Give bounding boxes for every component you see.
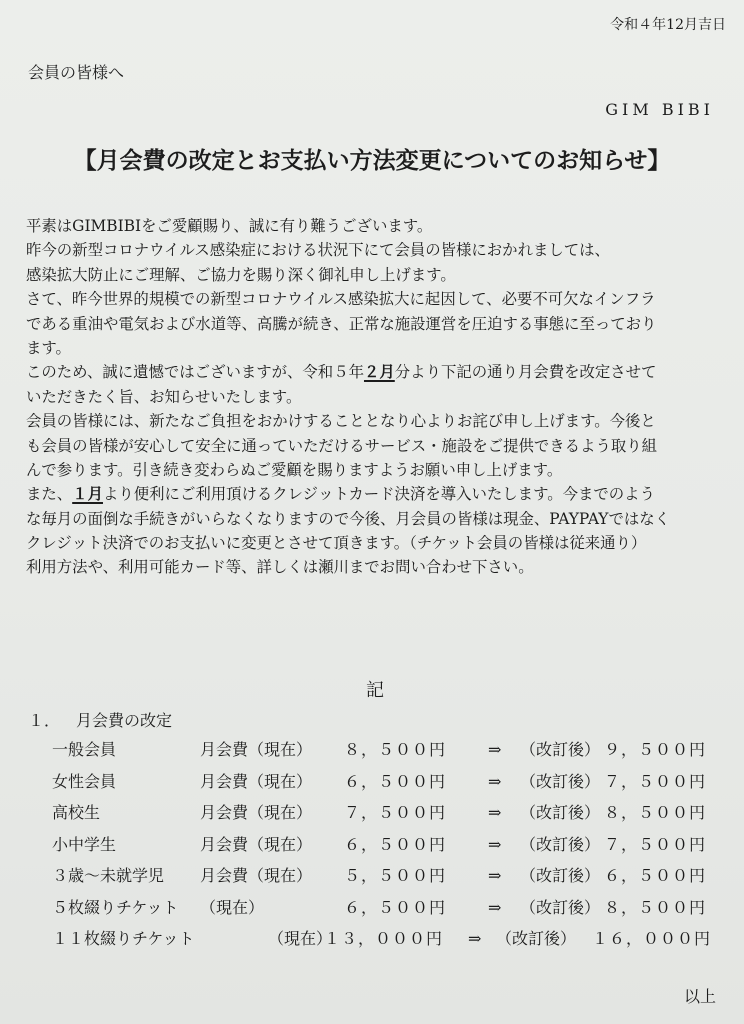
- underlined-month: １月: [72, 485, 103, 504]
- arrow-icon: ⇒: [468, 929, 482, 948]
- revised-fee: ７，５００円: [604, 771, 707, 791]
- current-fee-label: 月会費（現在）: [200, 834, 313, 854]
- current-fee-label: 月会費（現在）: [200, 866, 313, 885]
- underlined-month: ２月: [363, 363, 395, 382]
- current-fee-label: （現在）: [200, 897, 265, 917]
- revised-label: （改訂後）: [520, 771, 601, 791]
- ki-heading: 記: [366, 680, 384, 701]
- revised-label: （改訂後）: [520, 740, 601, 759]
- current-fee: １３，０００円: [324, 929, 444, 948]
- revised-label: （改訂後）: [496, 929, 577, 948]
- revised-fee: ９，５００円: [604, 740, 707, 759]
- addressee: 会員の皆様へ: [28, 63, 125, 82]
- membership-type: 女性会員: [52, 771, 117, 791]
- body-line: 利用方法や、利用可能カード等、詳しくは瀬川までお問い合わせ下さい。: [26, 558, 534, 577]
- revised-label: （改訂後）: [520, 897, 601, 917]
- current-fee-label: 月会費（現在）: [200, 740, 313, 759]
- membership-type: 高校生: [52, 803, 101, 822]
- revised-fee: ８，５００円: [604, 897, 707, 917]
- body-line: も会員の皆様が安心して安全に通っていただけるサービス・施設をご提供できるよう取り組: [26, 436, 658, 455]
- revised-fee: ７，５００円: [604, 834, 707, 854]
- notice-body: [26, 214, 726, 580]
- revised-fee: １６，０００円: [592, 929, 712, 948]
- fee-row: [52, 797, 732, 829]
- current-fee-label: （現在）: [268, 929, 333, 948]
- body-line: である重油や電気および水道等、高騰が続き、正常な施設運営を圧迫する事態に至っており: [26, 314, 657, 333]
- body-line: ます。: [26, 338, 71, 357]
- membership-type: １１枚綴りチケット: [52, 929, 195, 948]
- current-fee: ６，５００円: [344, 834, 447, 854]
- section-title: 月会費の改定: [76, 711, 173, 730]
- revised-label: （改訂後）: [520, 834, 601, 854]
- body-text: このため、誠に遺憾ではございますが、令和５年: [26, 363, 364, 382]
- fee-row: [52, 766, 732, 798]
- arrow-icon: ⇒: [488, 897, 502, 917]
- revised-fee: ６，５００円: [604, 866, 707, 885]
- revised-label: （改訂後）: [520, 866, 601, 885]
- body-line: 感染拡大防止にご理解、ご協力を賜り深く御礼申し上げます。: [26, 265, 456, 284]
- body-line: [26, 482, 726, 506]
- revised-fee: ８，５００円: [604, 803, 707, 822]
- body-line: 平素はGIMBIBIをご愛顧賜り、誠に有り難うございます。: [26, 217, 433, 235]
- current-fee: ５，５００円: [344, 866, 447, 885]
- body-text: 分より下記の通り月会費を改定させて: [394, 363, 657, 382]
- body-line: な毎月の面倒な手続きがいらなくなりますので今後、月会員の皆様は現金、PAYPAYではなく: [26, 509, 671, 528]
- sender-name: GIM BIBI: [605, 100, 714, 119]
- closing-mark: 以上: [683, 987, 716, 1006]
- body-line: クレジット決済でのお支払いに変更とさせて頂きます。（チケット会員の皆様は従来通り）: [26, 534, 647, 553]
- body-line: [26, 360, 726, 384]
- fee-row: [52, 892, 732, 924]
- arrow-icon: ⇒: [488, 803, 502, 822]
- fee-row: [52, 923, 732, 955]
- arrow-icon: ⇒: [488, 771, 502, 791]
- membership-type: ３歳～未就学児: [52, 866, 165, 885]
- body-line: 会員の皆様には、新たなご負担をおかけすることとなり心よりお詫び申し上げます。今後と: [26, 412, 656, 431]
- current-fee-label: 月会費（現在）: [200, 803, 313, 822]
- membership-type: 小中学生: [52, 834, 117, 854]
- body-line: いただきたく旨、お知らせいたします。: [26, 387, 302, 406]
- notice-title: 【月会費の改定とお支払い方法変更についてのお知らせ】: [73, 147, 671, 174]
- arrow-icon: ⇒: [488, 866, 502, 885]
- fee-row: [52, 860, 732, 892]
- fee-row: [52, 734, 732, 766]
- body-line: さて、昨今世界的規模での新型コロナウイルス感染拡大に起因して、必要不可欠なインフラ: [26, 290, 656, 309]
- revised-label: （改訂後）: [520, 803, 601, 822]
- fee-row: [52, 829, 732, 861]
- body-line: んで参ります。引き続き変わらぬご愛顧を賜りますようお願い申し上げます。: [26, 460, 563, 479]
- current-fee: ６，５００円: [344, 897, 447, 917]
- fee-table: [52, 734, 732, 955]
- body-text: また、: [26, 485, 73, 504]
- current-fee: ７，５００円: [344, 803, 447, 822]
- membership-type: ５枚綴りチケット: [52, 897, 179, 917]
- arrow-icon: ⇒: [488, 834, 502, 854]
- arrow-icon: ⇒: [488, 740, 502, 759]
- current-fee: ８，５００円: [344, 740, 447, 759]
- document-date: 令和４年12月吉日: [610, 17, 726, 33]
- current-fee-label: 月会費（現在）: [200, 771, 313, 791]
- body-line: 昨今の新型コロナウイルス感染症における状況下にて会員の皆様におかれましては、: [26, 241, 610, 260]
- body-text: より便利にご利用頂けるクレジットカード決済を導入いたします。今までのよう: [102, 485, 655, 504]
- membership-type: 一般会員: [52, 740, 117, 759]
- section-heading: [28, 708, 172, 731]
- current-fee: ６，５００円: [344, 771, 447, 791]
- section-number: １．: [28, 711, 61, 730]
